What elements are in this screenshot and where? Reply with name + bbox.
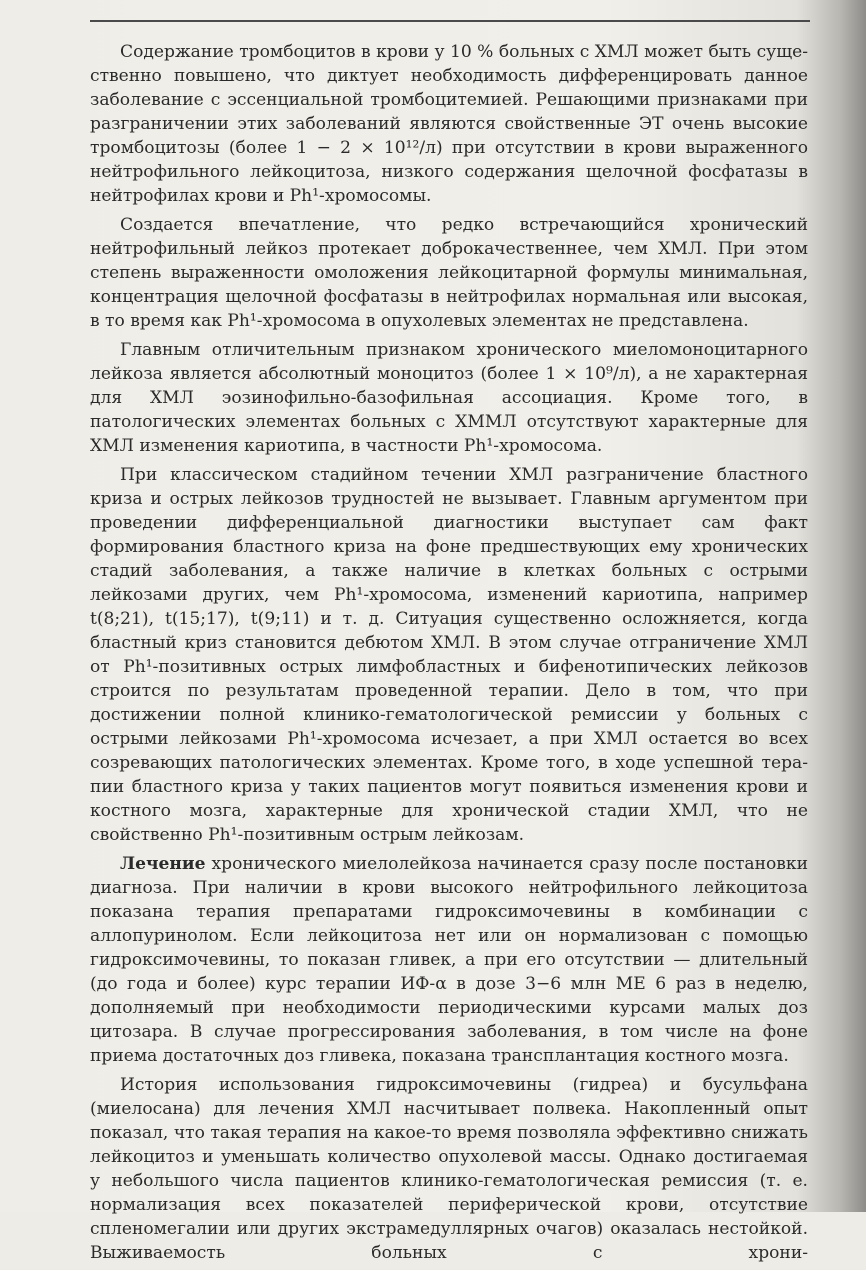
paragraph-blast-crisis: При классическом стадийном течении ХМЛ разграничение бластного криза и острых лейкозов трудностей не вызывает. Главным аргументом при проведении дифференциальной диагностики выступает сам факт формирования бластного криза на фоне предшествующих ему хронических стадий заболевания, а также наличие в клетках больных с острыми лейкозами других, чем Ph¹-хромосома, изменений кариотипа, например t(8;21), t(15;17), t(9;11) и т. д. Ситуация существенно осложняется, когда бластный криз становится дебютом ХМЛ. В этом случае отграничение ХМЛ от Ph¹-позитивных острых лимфобластных и бифенотипических лейкозов строится по результатам проведенной терапии. Дело в том, что при достижении полной клинико-гематологической ремиссии у больных с острыми лейкозами Ph¹-хромосома исчезает, а при ХМЛ остается во всех созревающих патологических элементах. Кроме того, в ходе успешной терапии бластного криза у таких пациентов могут появиться изменения крови и костного мозга, характерные для хронической стадии ХМЛ, что не свойственно Ph¹-позитивным острым лейкозам. xyxy=(90,465,808,845)
paragraph-myelomonocytic-leukemia: Главным отличительным признаком хронического миеломоноцитарного лейкоза является абсолютный моноцитоз (более 1 × 10⁹/л), а не характерная для ХМЛ эозинофильно-базофильная ассоциация. Кроме того, в патологических элементах больных с ХММЛ отсутствуют характерные для ХМЛ изменения кариотипа, в частности Ph¹-хромосома. xyxy=(90,340,808,456)
paragraph-neutrophilic-leukemia: Создается впечатление, что редко встречающийся хронический нейтрофильный лейкоз протекает доброкачественнее, чем ХМЛ. При этом степень выраженности омоложения лейкоцитарной формулы минимальная, концентрация щелочной фосфатазы в нейтрофилах нормальная или высокая, в то время как Ph¹-хромосома в опухолевых элементах не представлена. xyxy=(90,215,808,331)
paragraph-hydroxyurea-history: История использования гидроксимочевины (гидреа) и бусульфана (миелосана) для лечения ХМЛ насчитывает полвека. Накопленный опыт показал, что такая терапия на какое-то время позволяла эффективно снижать лейкоцитоз и уменьшать количество опухолевой массы. Однако достигаемая у небольшого числа пациентов клинико-гематологическая ремиссия (т. е. нормализация всех показателей периферической крови, отсутствие спленомегалии или других экстрамедуллярных очагов) оказалась нестойкой. Выживаемость больных с хрони- xyxy=(90,1075,808,1263)
body-text xyxy=(90,40,808,1270)
treatment-heading: Лечение xyxy=(120,854,206,874)
header-rule xyxy=(90,20,810,22)
paragraph-treatment xyxy=(90,852,808,1068)
paragraph-thrombocytosis: Содержание тромбоцитов в крови у 10 % больных с ХМЛ может быть существенно повышено, что диктует необходимость дифференцировать данное заболевание с эссенциальной тромбоцитемией. Решающими признаками при разграничении этих заболеваний являются свойственные ЭТ очень высокие тромбоцитозы (более 1 − 2 × 10¹²/л) при отсутствии в крови выраженного нейтрофильного лейкоцитоза, низкого содержания щелочной фосфатазы в нейтрофилах крови и Ph¹-хромосомы. xyxy=(90,42,808,206)
treatment-text: хронического миелолейкоза начинается сразу после постановки диагноза. При наличии в крови высокого нейтрофильного лейкоцитоза показана терапия препаратами гидроксимочевины в комбинации с аллопуринолом. Если лейкоцитоза нет или он нормализован с помощью гидроксимочевины, то показан гливек, а при его отсутствии — длительный (до года и более) курс терапии ИФ-α в дозе 3−6 млн МЕ 6 раз в неделю, дополняемый при необходимости периодическими курсами малых доз цитозара. В случае прогрессирования заболевания, в том числе на фоне приема достаточных доз гливека, показана трансплантация костного мозга. xyxy=(90,854,808,1066)
